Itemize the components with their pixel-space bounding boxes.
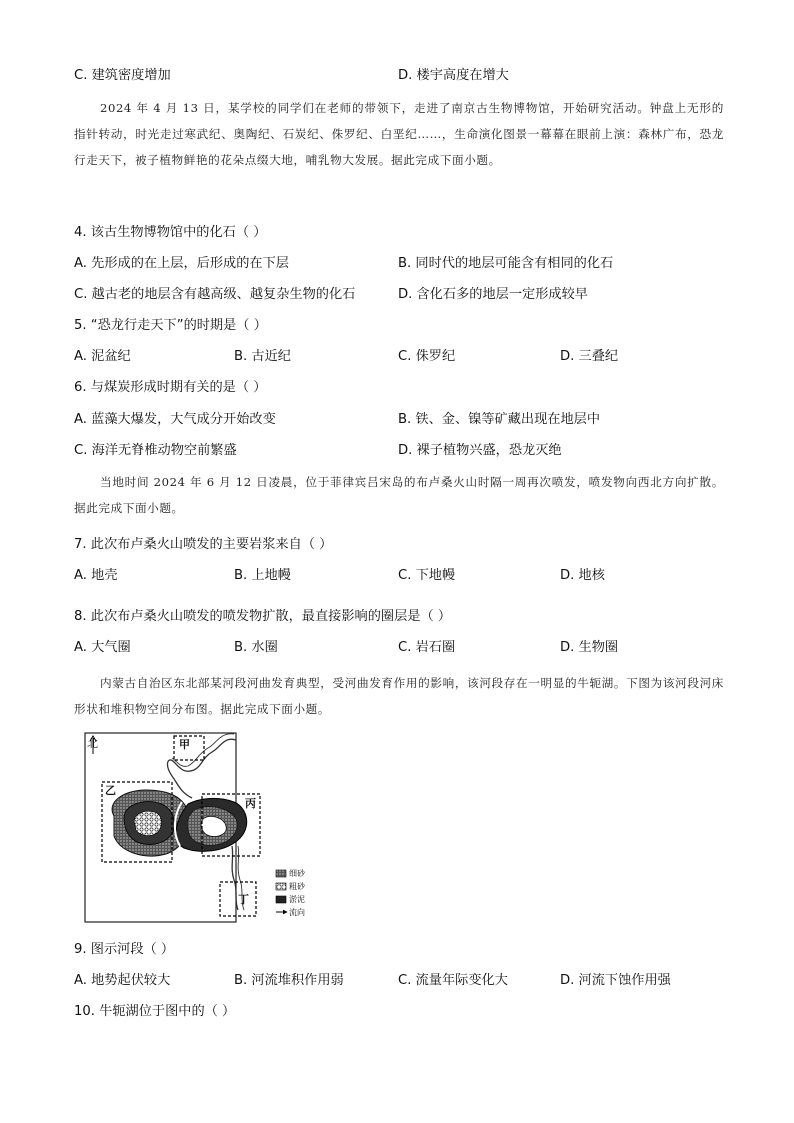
region-label-bing: 丙 [245,797,256,810]
q5-option-a: A. 泥盆纪 [74,349,131,364]
q7-option-c: C. 下地幔 [398,568,456,583]
q8-option-c: C. 岩石圈 [398,640,456,655]
region-label-jia: 甲 [179,738,190,751]
q7-option-b: B. 上地幔 [234,568,291,583]
q5-option-c: C. 侏罗纪 [398,349,456,364]
q6-stem: 6. 与煤炭形成时期有关的是（ ） [74,380,267,395]
river-map-svg [84,732,312,924]
q9-option-d: D. 河流下蚀作用强 [560,973,671,988]
q9-option-a: A. 地势起伏较大 [74,973,171,988]
region-label-yi: 乙 [105,784,116,797]
q4-option-c: C. 越古老的地层含有越高级、越复杂生物的化石 [74,287,356,302]
legend-label-silt: 淤泥 [289,895,305,904]
q7-option-d: D. 地核 [560,568,605,583]
legend-swatch-fine-sand [276,870,286,877]
legend-swatch-silt [276,896,286,903]
legend-label-coarse-sand: 粗砂 [289,882,305,891]
legend-swatch-coarse-sand [276,883,286,890]
river-deposit-map [84,732,312,924]
q6-option-d: D. 裸子植物兴盛，恐龙灭绝 [398,443,562,458]
coarse-sand-deposit [134,811,161,835]
q3-option-d: D. 楼宇高度在增大 [398,68,509,83]
legend-label-flow: 流向 [289,908,305,917]
q4-option-d: D. 含化石多的地层一定形成较早 [398,287,588,302]
q6-option-c: C. 海洋无脊椎动物空前繁盛 [74,443,237,458]
q7-option-a: A. 地壳 [74,568,118,583]
q9-stem: 9. 图示河段（ ） [74,942,175,957]
q7-stem: 7. 此次布卢桑火山喷发的主要岩浆来自（ ） [74,537,333,552]
q9-option-b: B. 河流堆积作用弱 [234,973,344,988]
q9-option-c: C. 流量年际变化大 [398,973,508,988]
q8-option-d: D. 生物圈 [560,640,619,655]
north-label: 北 [87,737,98,750]
q4-stem: 4. 该古生物博物馆中的化石（ ） [74,225,267,240]
q5-option-d: D. 三叠纪 [560,349,619,364]
q6-option-a: A. 蓝藻大爆发，大气成分开始改变 [74,412,276,427]
q3-option-c: C. 建筑密度增加 [74,68,171,83]
q8-stem: 8. 此次布卢桑火山喷发的喷发物扩散，最直接影响的圈层是（ ） [74,609,452,624]
passage-river-meander: 内蒙古自治区东北部某河段河曲发育典型，受河曲发育作用的影响，该河段存在一明显的牛轭湖。下图为该河段河床形状和堆积物空间分布图。据此完成下面小题。 [74,676,724,716]
q6-option-b: B. 铁、金、镍等矿藏出现在地层中 [398,412,601,427]
q10-stem: 10. 牛轭湖位于图中的（ ） [74,1004,236,1019]
q4-option-a: A. 先形成的在上层，后形成的在下层 [74,256,289,271]
legend-label-fine-sand: 细砂 [289,869,305,878]
region-label-ding: 丁 [238,893,249,906]
q5-stem: 5. “恐龙行走天下”的时期是（ ） [74,318,267,333]
passage-volcano: 当地时间 2024 年 6 月 12 日凌晨，位于菲律宾吕宋岛的布卢桑火山时隔一周再次喷发，喷发物向西北方向扩散。据此完成下面小题。 [74,475,724,515]
q5-option-b: B. 古近纪 [234,349,291,364]
q4-option-b: B. 同时代的地层可能含有相同的化石 [398,256,614,271]
q8-option-a: A. 大气圈 [74,640,131,655]
q8-option-b: B. 水圈 [234,640,278,655]
passage-fossil-museum: 2024 年 4 月 13 日，某学校的同学们在老师的带领下，走进了南京古生物博物馆，开始研究活动。钟盘上无形的指针转动，时光走过寒武纪、奥陶纪、石炭纪、侏罗纪、白垩纪……，生命演化图景一幕幕在眼前上演：森林广布，恐龙行走天下，被子植物鲜艳的花朵点缀大地，哺乳物大发展。据此完成下面小题。 [74,101,724,167]
